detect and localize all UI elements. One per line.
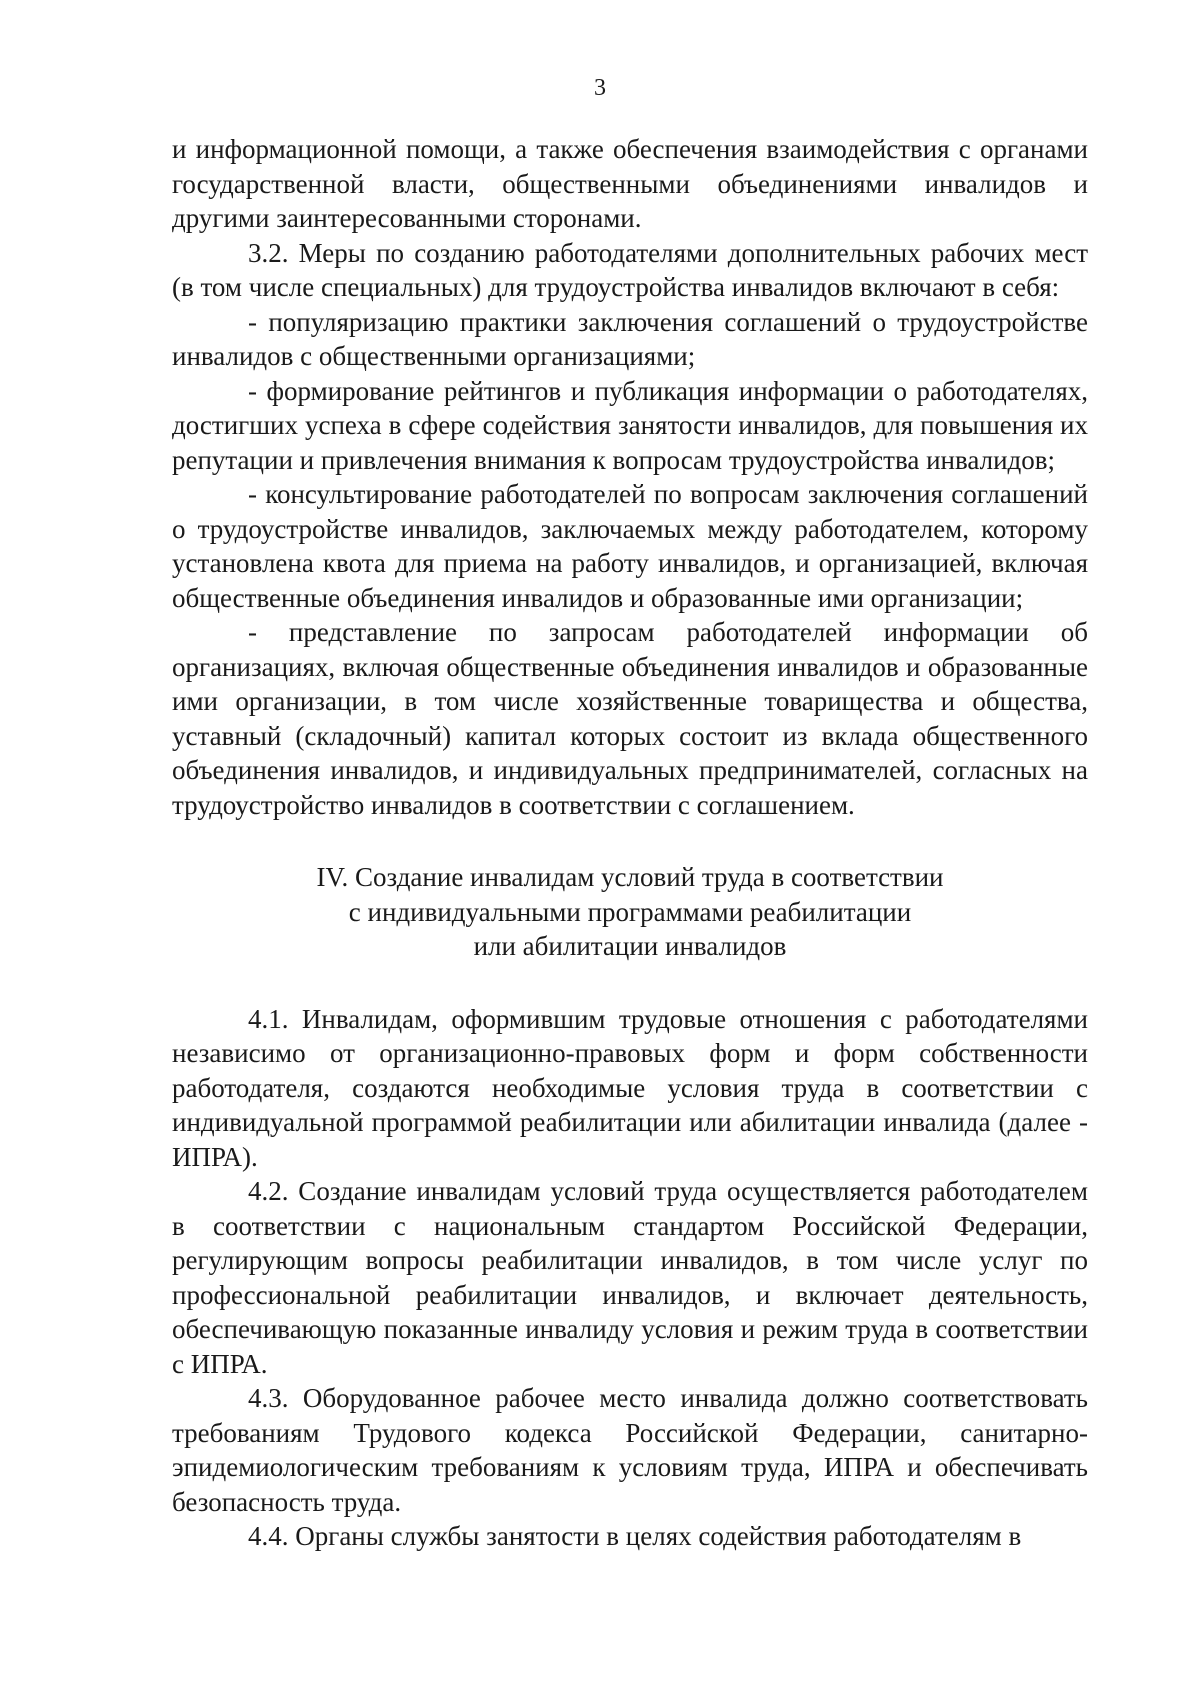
section-heading-line: или абилитации инвалидов bbox=[473, 931, 787, 961]
paragraph-4-2: 4.2. Создание инвалидам условий труда осуществляется работодателем в соответствии с национальным стандартом Российской Федерации, регулирующим вопросы реабилитации инвалидов, в том числе услуг по профессиональной реабилитации инвалидов, и включает деятельность, обеспечивающую показанные инвалиду условия и режим труда в соответствии с ИПРА. bbox=[172, 1176, 1088, 1379]
section-heading-line: с индивидуальными программами реабилитации bbox=[348, 896, 912, 927]
bullet-item: - представление по запросам работодателей информации об организациях, включая общественные объединения инвалидов и образованные ими организации, в том числе хозяйственные товарищества и общества, уставный (складочный) капитал которых состоит из вклада общественного объединения инвалидов, и индивидуальных предпринимателей, согласных на трудоустройство инвалидов в соответствии с соглашением. bbox=[172, 617, 1088, 820]
section-heading-iv bbox=[172, 860, 1088, 964]
paragraph-4-3: 4.3. Оборудованное рабочее место инвалида должно соответствовать требованиям Трудового кодекса Российской Федерации, санитарно-эпидемиологическим требованиям к условиям труда, ИПРА и обеспечивать безопасность труда. bbox=[172, 1383, 1088, 1517]
continuation-paragraph: и информационной помощи, а также обеспечения взаимодействия с органами государственной власти, общественными объединениями инвалидов и другими заинтересованными сторонами. bbox=[172, 134, 1088, 233]
paragraph-3-2: 3.2. Меры по созданию работодателями дополнительных рабочих мест (в том числе специальных) для трудоустройства инвалидов включают в себя: bbox=[172, 237, 1088, 302]
bullet-item: - консультирование работодателей по вопросам заключения соглашений о трудоустройстве инвалидов, заключаемых между работодателем, которому установлена квота для приема на работу инвалидов, и организацией, включая общественные объединения инвалидов и образованные ими организации; bbox=[172, 479, 1088, 613]
document-body bbox=[172, 132, 1088, 1554]
bullet-item: - формирование рейтингов и публикация информации о работодателях, достигших успеха в сфере содействия занятости инвалидов, для повышения их репутации и привлечения внимания к вопросам трудоустройства инвалидов; bbox=[172, 375, 1088, 475]
paragraph-4-1: 4.1. Инвалидам, оформившим трудовые отношения с работодателями независимо от организационно-правовых форм и форм собственности работодателя, создаются необходимые условия труда в соответствии с индивидуальной программой реабилитации или абилитации инвалида (далее - ИПРА). bbox=[172, 1003, 1088, 1172]
bullet-item: - популяризацию практики заключения соглашений о трудоустройстве инвалидов с общественными организациями; bbox=[172, 306, 1088, 371]
paragraph-4-4: 4.4. Органы службы занятости в целях содействия работодателям в bbox=[248, 1521, 1022, 1551]
section-heading-line: IV. Создание инвалидам условий труда в соответствии bbox=[316, 862, 944, 892]
page-number: 3 bbox=[594, 75, 606, 101]
